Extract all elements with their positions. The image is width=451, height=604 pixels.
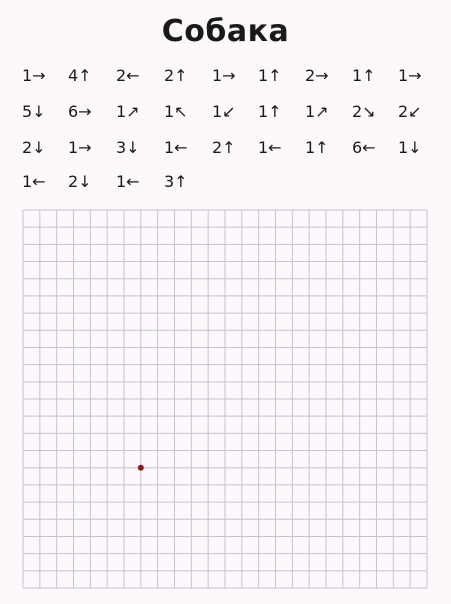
instruction-step: 2↙ (398, 102, 422, 121)
instruction-step: 4↑ (68, 66, 92, 85)
instruction-step: 5↓ (22, 102, 46, 121)
instruction-step: 1← (116, 172, 140, 191)
instruction-step: 1↙ (212, 102, 236, 121)
instruction-step: 1← (164, 138, 188, 157)
instruction-step: 1→ (22, 66, 46, 85)
instruction-step: 3↓ (116, 138, 140, 157)
instruction-step: 1→ (68, 138, 92, 157)
instruction-step: 1↑ (258, 66, 282, 85)
instruction-step: 1↑ (352, 66, 376, 85)
instruction-step: 1↑ (305, 138, 329, 157)
instruction-step: 2↓ (68, 172, 92, 191)
instruction-step: 1→ (212, 66, 236, 85)
instruction-step: 1↗ (116, 102, 140, 121)
instruction-step: 1→ (398, 66, 422, 85)
start-point-dot (138, 465, 144, 471)
instruction-step: 6← (352, 138, 376, 157)
instruction-step: 1↗ (305, 102, 329, 121)
instruction-step: 1↖ (164, 102, 188, 121)
instruction-step: 3↑ (164, 172, 188, 191)
instruction-step: 2↘ (352, 102, 376, 121)
instruction-step: 1↑ (258, 102, 282, 121)
instruction-step: 1← (258, 138, 282, 157)
instruction-step: 2→ (305, 66, 329, 85)
instruction-step: 6→ (68, 102, 92, 121)
instruction-step: 2↓ (22, 138, 46, 157)
instruction-step: 1↓ (398, 138, 422, 157)
worksheet-title: Собака (161, 14, 290, 49)
instruction-step: 2↑ (212, 138, 236, 157)
instruction-step: 1← (22, 172, 46, 191)
instruction-step: 2↑ (164, 66, 188, 85)
instruction-step: 2← (116, 66, 140, 85)
